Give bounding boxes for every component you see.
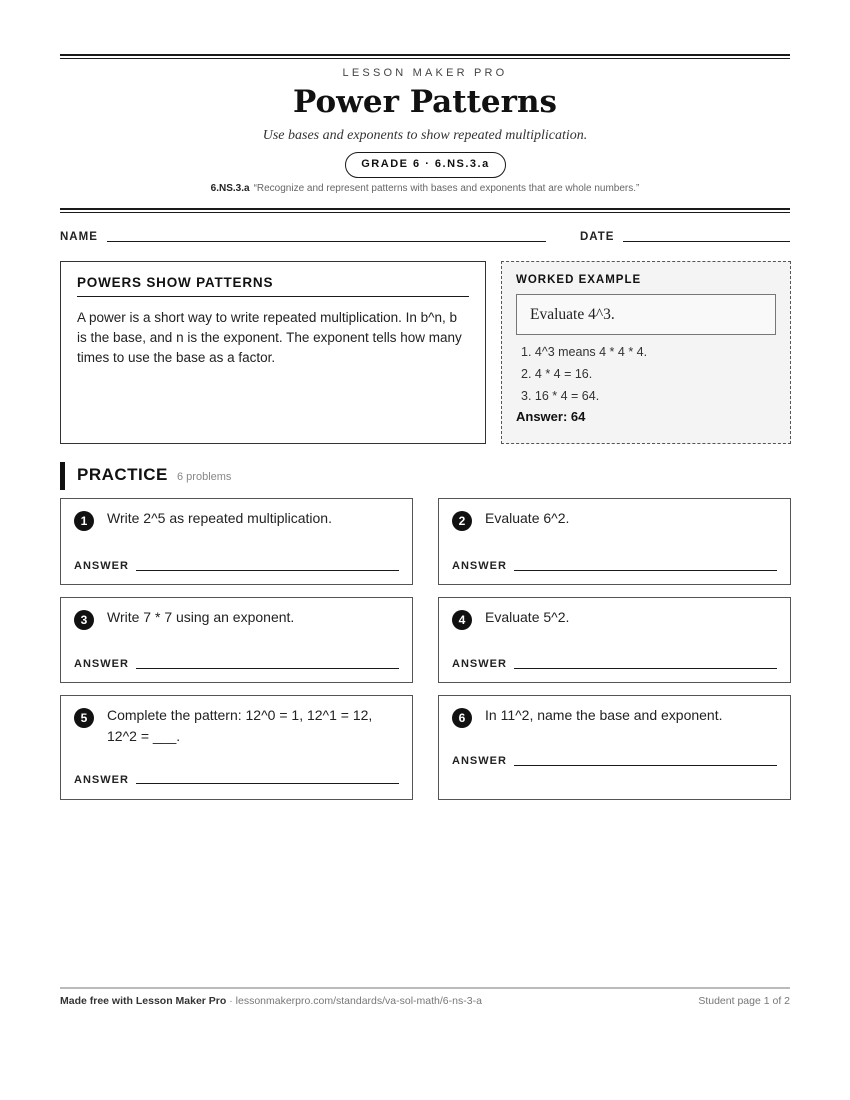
problem-prompt: Complete the pattern: 12^0 = 1, 12^1 = 12, 12^2 = ___. [107,707,373,744]
problem-number-badge: 4 [452,610,472,630]
problem-card-4 [438,597,791,683]
problem-prompt: Evaluate 5^2. [485,609,570,625]
problem-prompt: Write 2^5 as repeated multiplication. [107,510,332,526]
header-bottom-double-rule [60,208,790,213]
problem-prompt: Evaluate 6^2. [485,510,570,526]
answer-field[interactable] [514,668,777,669]
answer-label: ANSWER [74,560,129,572]
date-field[interactable] [623,241,790,242]
answer-field[interactable] [514,570,777,571]
problem-number-badge: 2 [452,511,472,531]
name-field[interactable] [107,241,546,242]
answer-field[interactable] [136,668,399,669]
worked-example-box [501,261,791,444]
page-title: Power Patterns [293,84,557,120]
problem-number-badge: 1 [74,511,94,531]
footer-credit [60,995,482,1007]
worked-example-answer: Answer: 64 [516,409,586,424]
problem-card-3 [60,597,413,683]
date-label: DATE [580,231,615,243]
answer-field[interactable] [514,765,777,766]
standard-code: 6.NS.3.a [210,183,250,194]
problem-number-badge: 5 [74,708,94,728]
footer-rule [60,987,790,989]
worked-example-steps [516,341,776,407]
practice-accent-bar [60,462,65,490]
problem-prompt: In 11^2, name the base and exponent. [485,707,723,723]
concept-heading: POWERS SHOW PATTERNS [77,275,469,297]
standard-text: “Recognize and represent patterns with bases and exponents that are whole numbers.” [253,183,640,194]
problem-card-2 [438,498,791,585]
worked-example-prompt: Evaluate 4^3. [516,294,776,335]
top-double-rule [60,54,790,59]
worked-example-step: 1. 4^3 means 4 * 4 * 4. [521,345,648,359]
concept-box [60,261,486,444]
answer-label: ANSWER [452,658,507,670]
problem-card-6 [438,695,791,800]
problem-number-badge: 3 [74,610,94,630]
answer-field[interactable] [136,570,399,571]
page-subtitle: Use bases and exponents to show repeated multiplication. [262,128,588,143]
answer-field[interactable] [136,783,399,784]
practice-count: 6 problems [177,471,232,483]
answer-label: ANSWER [452,560,507,572]
standard-description [0,183,850,194]
problem-card-5 [60,695,413,800]
problem-prompt: Write 7 * 7 using an exponent. [107,609,295,625]
worked-example-step: 2. 4 * 4 = 16. [521,367,593,381]
footer-url[interactable]: · lessonmakerpro.com/standards/va-sol-math/6-ns-3-a [226,995,482,1007]
concept-body: A power is a short way to write repeated multiplication. In b^n, b is the base, and n is the exponent. The exponent tells how many times to use the base as a factor. [77,310,462,365]
answer-label: ANSWER [452,755,507,767]
problem-card-1 [60,498,413,585]
problem-number-badge: 6 [452,708,472,728]
grade-badge: GRADE 6 · 6.NS.3.a [345,152,506,178]
worked-example-step: 3. 16 * 4 = 64. [521,389,600,403]
answer-label: ANSWER [74,658,129,670]
worked-example-heading: WORKED EXAMPLE [516,274,642,286]
brand-label: LESSON MAKER PRO [342,67,508,79]
answer-label: ANSWER [74,774,129,786]
footer-page-number: Student page 1 of 2 [698,995,790,1007]
practice-title: PRACTICE [77,465,168,484]
footer-brand: Made free with Lesson Maker Pro [60,995,227,1007]
name-label: NAME [60,231,98,243]
